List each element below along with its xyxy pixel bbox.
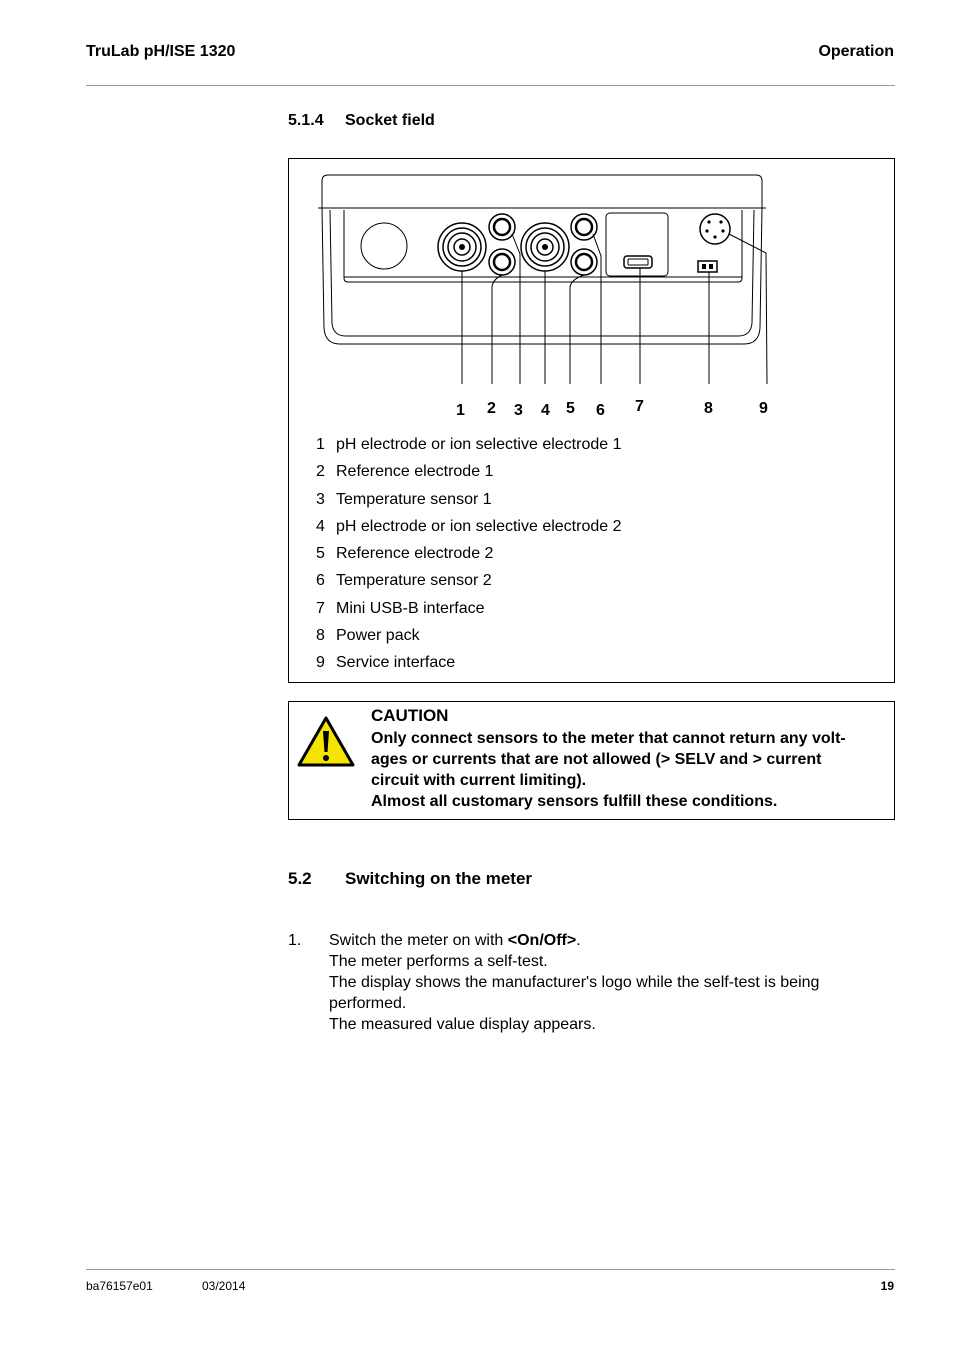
header-title: TruLab pH/ISE 1320	[86, 43, 236, 60]
footer-date: 03/2014	[202, 1279, 246, 1293]
footer-page-number: 19	[880, 1279, 894, 1293]
footer-doc-id: ba76157e01	[86, 1279, 153, 1293]
legend-item: 3 Temperature sensor 1	[316, 491, 492, 508]
caution-text: Only connect sensors to the meter that cannot return any volt- ages or currents that are not allowed (> SELV and > current circuit with current limiting). Almost all customary sensors fulfill these conditions.	[371, 730, 846, 810]
legend-item: 6 Temperature sensor 2	[316, 572, 492, 589]
callout-4: 4	[541, 402, 550, 419]
legend-item: 5 Reference electrode 2	[316, 545, 494, 562]
callout-5: 5	[566, 400, 575, 417]
section-52-title: Switching on the meter	[345, 869, 533, 888]
footer-rule	[86, 1269, 895, 1270]
caution-title: CAUTION	[371, 706, 449, 725]
legend-item: 2 Reference electrode 1	[316, 463, 494, 480]
bnc-socket-1	[438, 223, 486, 271]
callout-1: 1	[456, 402, 465, 419]
section-514-title: Socket field	[345, 112, 435, 129]
section-514-number: 5.1.4	[288, 112, 324, 129]
callout-9: 9	[759, 400, 768, 417]
legend-item: 1 pH electrode or ion selective electrode 1	[316, 436, 622, 453]
legend-item: 7 Mini USB-B interface	[316, 600, 485, 617]
callout-6: 6	[596, 402, 605, 419]
step-number: 1.	[288, 932, 302, 949]
header-section: Operation	[818, 43, 894, 60]
legend-item: 4 pH electrode or ion selective electrode 2	[316, 518, 622, 535]
callout-2: 2	[487, 400, 496, 417]
socket-field-drawing	[288, 158, 895, 398]
section-52-number: 5.2	[288, 869, 312, 888]
legend-item: 8 Power pack	[316, 627, 420, 644]
legend-item: 9 Service interface	[316, 654, 456, 671]
on-off-key: <On/Off>	[507, 932, 577, 949]
bnc-socket-2	[521, 223, 569, 271]
warning-triangle-icon	[296, 715, 356, 769]
callout-8: 8	[704, 400, 713, 417]
callout-7: 7	[635, 398, 644, 415]
header-rule	[86, 85, 895, 86]
callout-3: 3	[514, 402, 523, 419]
step-text: Switch the meter on with <On/Off>. The meter performs a self-test. The display shows the manufacturer's logo while the self-test is being performed. The measured value display appears.	[329, 932, 820, 1033]
